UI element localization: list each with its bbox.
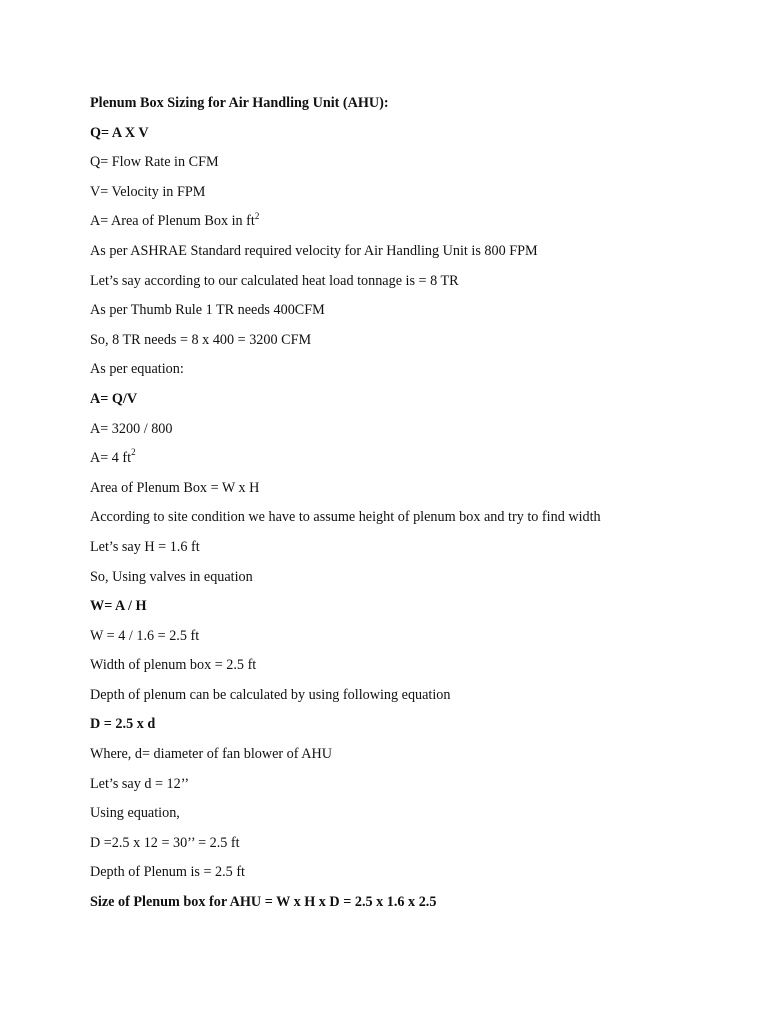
result-line: Size of Plenum box for AHU = W x H x D = 2.5 x 1.6 x 2.5 [90,894,437,911]
formula-heading: Q= A X V [90,124,149,141]
formula-heading: D = 2.5 x d [90,716,156,733]
document-body [90,93,730,922]
text-line: W = 4 / 1.6 = 2.5 ft [90,627,200,644]
text-line: Depth of Plenum is = 2.5 ft [90,864,245,881]
formula-heading: W= A / H [90,598,147,615]
text-line: D =2.5 x 12 = 30’’ = 2.5 ft [90,834,240,851]
text-line: Let’s say d = 12’’ [90,775,190,792]
text-line: As per Thumb Rule 1 TR needs 400CFM [90,302,325,319]
text-line: As per equation: [90,361,184,378]
text-line: A= 3200 / 800 [90,420,173,437]
text-line: A= 4 $ft^2$ [90,447,136,467]
text-line: Using equation, [90,805,180,822]
text-line: So, 8 TR needs = 8 x 400 = 3200 CFM [90,331,312,348]
text-line: Where, d= diameter of fan blower of AHU [90,746,333,763]
superscript: 2 [254,210,260,221]
text-line: Depth of plenum can be calculated by using following equation [90,686,451,703]
text-line: As per ASHRAE Standard required velocity for Air Handling Unit is 800 FPM [90,242,538,259]
formula-heading: A= Q/V [90,390,138,407]
text-line: Let’s say according to our calculated heat load tonnage is = 8 TR [90,272,459,289]
text-line: Width of plenum box = 2.5 ft [90,657,257,674]
superscript: 2 [131,447,136,458]
document-title: Plenum Box Sizing for Air Handling Unit (AHU): [90,95,389,111]
text-line: So, Using valves in equation [90,568,253,585]
text-line: Area of Plenum Box = W x H [90,479,260,496]
text-line: V= Velocity in FPM [90,183,206,200]
text-line: Let’s say H = 1.6 ft [90,538,200,555]
text-line: A= Area of Plenum Box in $ft^2$ [90,210,260,230]
text-line: According to site condition we have to assume height of plenum box and try to find width [90,509,601,526]
text-line: Q= Flow Rate in CFM [90,154,219,171]
